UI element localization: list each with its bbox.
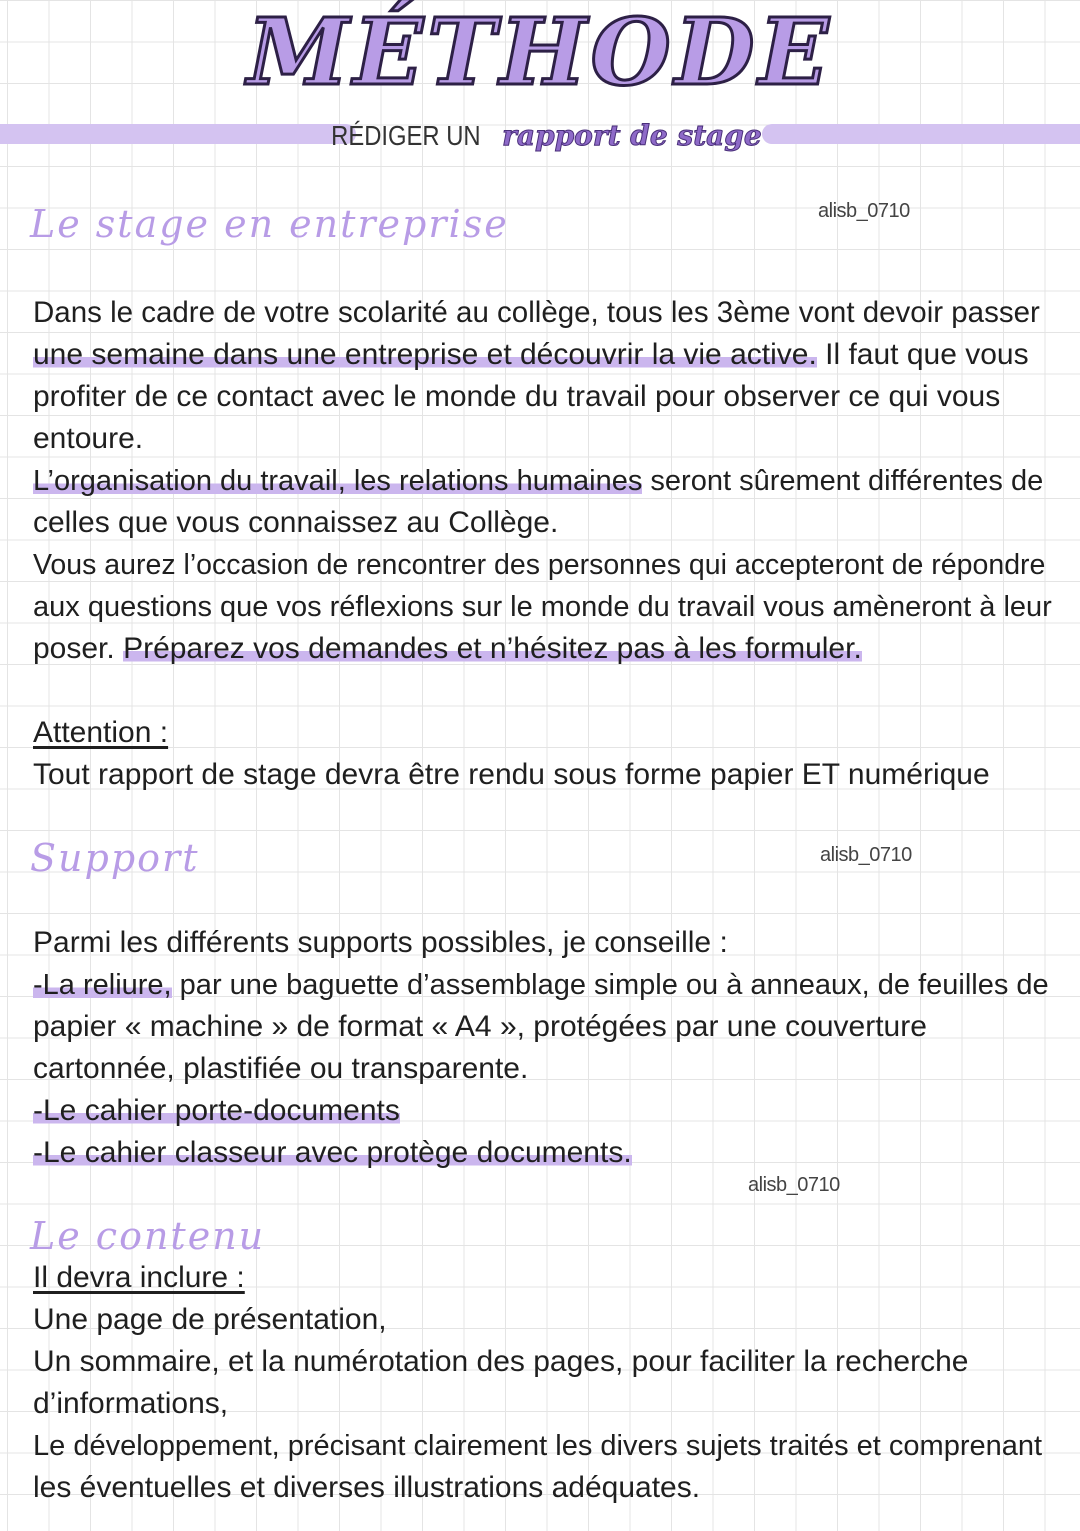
watermark-credit: alisb_0710 <box>820 844 912 866</box>
text-line: celles que vous connaissez au Collège. <box>33 506 559 539</box>
attention-block <box>33 712 1053 796</box>
highlight: une semaine dans une entreprise et découvrir la vie active. <box>33 338 817 371</box>
text-line <box>33 1090 1053 1132</box>
text-line <box>33 628 1053 670</box>
text-line: Dans le cadre de votre scolarité au collège, tous les 3ème vont devoir passer <box>33 296 1040 329</box>
text-line: Parmi les différents supports possibles, je conseille : <box>33 926 728 959</box>
highlight: -Le cahier classeur avec protège documents. <box>33 1136 632 1169</box>
text-line: Un sommaire, et la numérotation des pages, pour faciliter la recherche <box>33 1345 969 1378</box>
highlight: -Le cahier porte-documents <box>33 1094 400 1127</box>
subtitle-plain: RÉDIGER UN <box>331 120 481 151</box>
text-line: cartonnée, plastifiée ou transparente. <box>33 1052 529 1085</box>
attention-label: Attention : <box>33 716 169 749</box>
text-line <box>33 1132 1053 1174</box>
text-fragment: poser. <box>33 632 124 665</box>
highlight: Préparez vos demandes et n’hésitez pas à les formuler. <box>123 632 862 665</box>
section-stage-text <box>33 292 1053 670</box>
heading-contenu: Le contenu <box>30 1214 266 1258</box>
page-subtitle <box>0 118 1080 154</box>
text-line: Il devra inclure : <box>33 1261 245 1294</box>
section-contenu-text <box>33 1257 1053 1509</box>
text-line: profiter de ce contact avec le monde du travail pour observer ce qui vous <box>33 380 1001 413</box>
highlight: L’organisation du travail, les relations humaines <box>33 465 643 497</box>
text-line: aux questions que vos réflexions sur le monde du travail vous amèneront à leur <box>33 591 1052 623</box>
text-line <box>33 460 1053 502</box>
heading-stage-entreprise: Le stage en entreprise <box>30 202 509 246</box>
text-fragment: Il faut que vous <box>816 338 1029 371</box>
text-line: Vous aurez l’occasion de rencontrer des personnes qui accepteront de répondre <box>33 549 1046 581</box>
text-fragment: seront sûrement différentes de <box>642 465 1044 497</box>
text-line: Le développement, précisant clairement les divers sujets traités et comprenant <box>33 1430 1043 1462</box>
text-line <box>33 964 1053 1006</box>
subtitle-script: rapport de stage <box>502 119 762 152</box>
attention-text: Tout rapport de stage devra être rendu sous forme papier ET numérique <box>33 758 990 791</box>
highlight: -La reliure, <box>33 969 172 1001</box>
text-line: les éventuelles et diverses illustrations adéquates. <box>33 1471 701 1504</box>
text-line <box>33 334 1053 376</box>
text-line: entoure. <box>33 422 144 455</box>
watermark-credit: alisb_0710 <box>818 200 910 222</box>
text-line: papier « machine » de format « A4 », protégées par une couverture <box>33 1010 927 1043</box>
page-title: MÉTHODE <box>247 0 833 106</box>
watermark-credit: alisb_0710 <box>748 1174 840 1196</box>
text-fragment: par une baguette d’assemblage simple ou à anneaux, de feuilles de <box>171 969 1049 1001</box>
text-line: d’informations, <box>33 1387 229 1420</box>
text-line: Une page de présentation, <box>33 1303 387 1336</box>
section-support-text <box>33 922 1053 1174</box>
heading-support: Support <box>30 836 200 880</box>
